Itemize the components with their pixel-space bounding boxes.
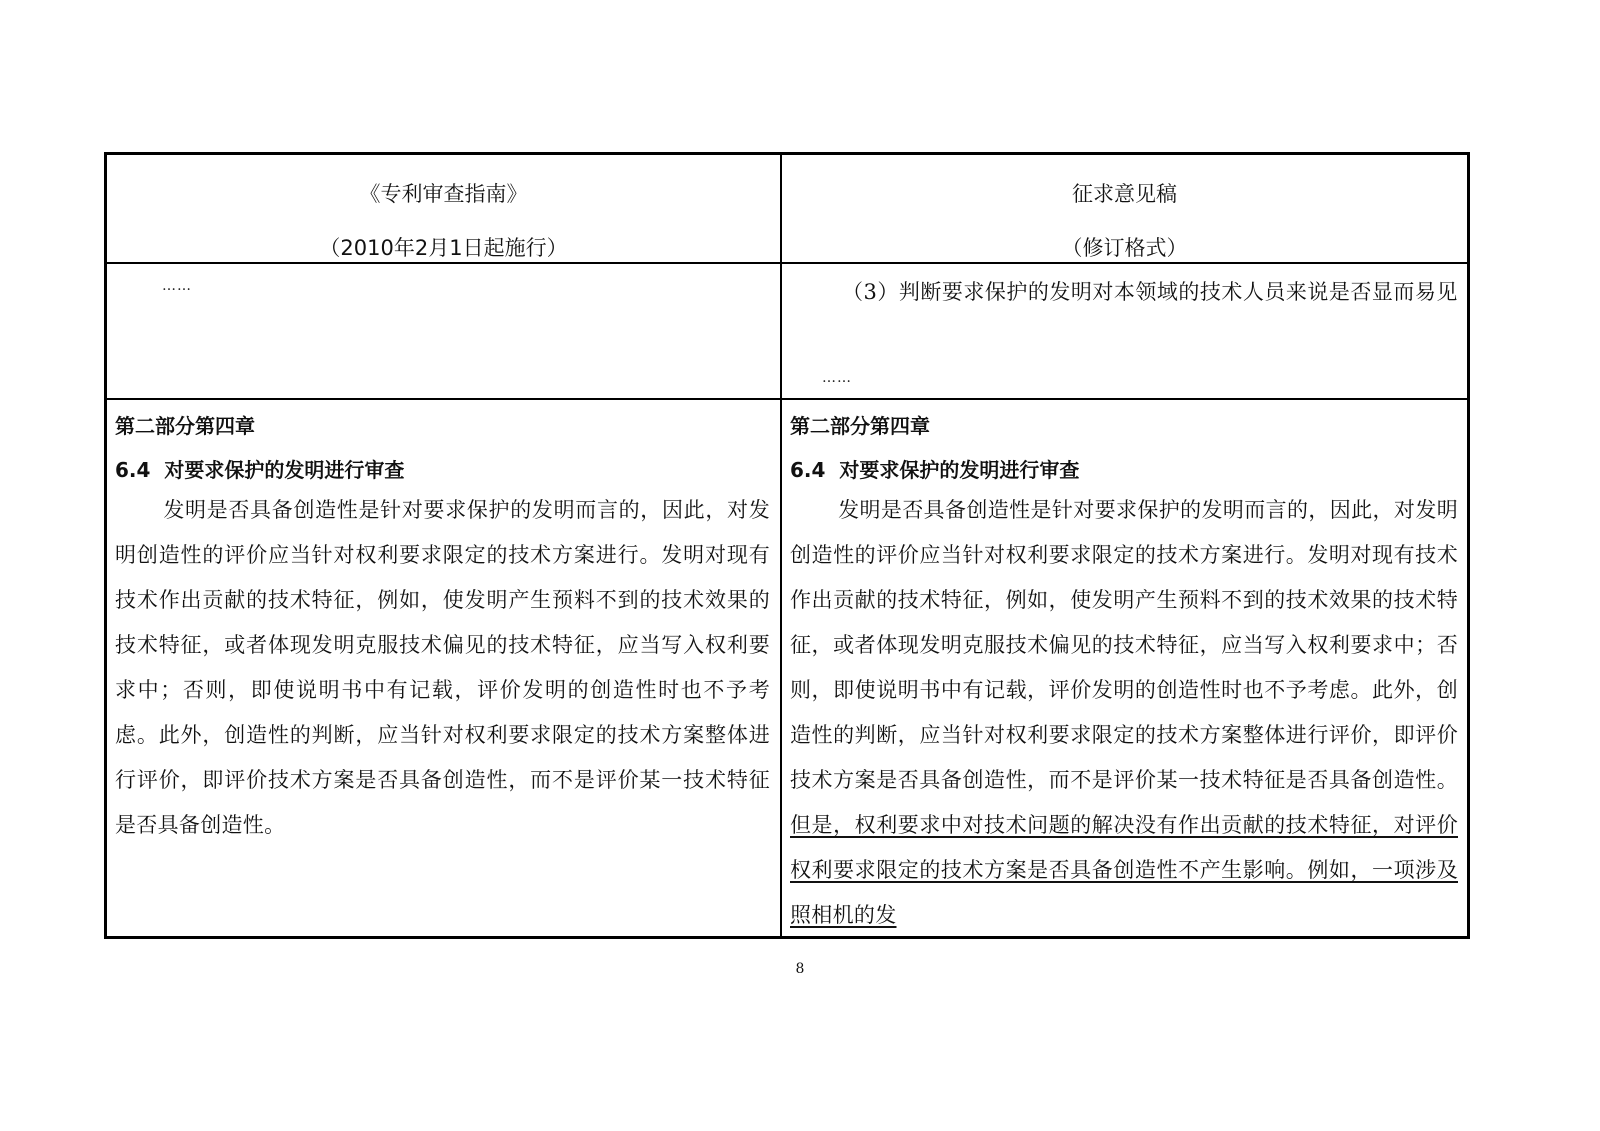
page-number: 8 (795, 961, 805, 977)
right-chapter-heading: 第二部分第四章 (790, 414, 930, 438)
right-inserted-text: 但是，权利要求中对技术问题的解决没有作出贡献的技术特征，对评价权利要求限定的技术方案是否具备创造性不产生影响。例如，一项涉及照相机的发 (790, 813, 1458, 927)
row-divider-header (104, 262, 1470, 264)
column-divider (780, 152, 782, 939)
row-divider-1 (104, 398, 1470, 400)
header-right-subtitle: （修订格式） (1061, 236, 1188, 260)
right-body-paragraph (790, 488, 1458, 938)
header-left (107, 155, 780, 262)
left-chapter-heading: 第二部分第四章 (115, 414, 255, 438)
right-intro-line: （3）判断要求保护的发明对本领域的技术人员来说是否显而易见 (842, 280, 1458, 304)
left-body-paragraph (115, 488, 770, 848)
header-left-title: 《专利审查指南》 (359, 182, 528, 206)
left-section-heading: 6.4 对要求保护的发明进行审查 (115, 458, 405, 482)
right-ellipsis-row1: …… (822, 370, 852, 386)
right-intro-text (790, 270, 1460, 315)
left-ellipsis-row1: …… (162, 278, 192, 294)
left-body-text: 发明是否具备创造性是针对要求保护的发明而言的，因此，对发明创造性的评价应当针对权利要求限定的技术方案进行。发明对现有技术作出贡献的技术特征，例如，使发明产生预料不到的技术效果的技术特征，或者体现发明克服技术偏见的技术特征，应当写入权利要求中；否则，即使说明书中有记载，评价发明的创造性时也不予考虑。此外，创造性的判断，应当针对权利要求限定的技术方案整体进行评价，即评价技术方案是否具备创造性，而不是评价某一技术特征是否具备创造性。 (115, 498, 770, 837)
header-right (782, 155, 1467, 262)
right-section-heading: 6.4 对要求保护的发明进行审查 (790, 458, 1080, 482)
header-right-title: 征求意见稿 (1072, 182, 1177, 206)
right-body-text: 发明是否具备创造性是针对要求保护的发明而言的，因此，对发明创造性的评价应当针对权利要求限定的技术方案进行。发明对现有技术作出贡献的技术特征，例如，使发明产生预料不到的技术效果的技术特征，或者体现发明克服技术偏见的技术特征，应当写入权利要求中；否则，即使说明书中有记载，评价发明的创造性时也不予考虑。此外，创造性的判断，应当针对权利要求限定的技术方案整体进行评价，即评价技术方案是否具备创造性，而不是评价某一技术特征是否具备创造性。 (790, 498, 1458, 792)
header-left-subtitle: （2010年2月1日起施行） (319, 236, 568, 260)
